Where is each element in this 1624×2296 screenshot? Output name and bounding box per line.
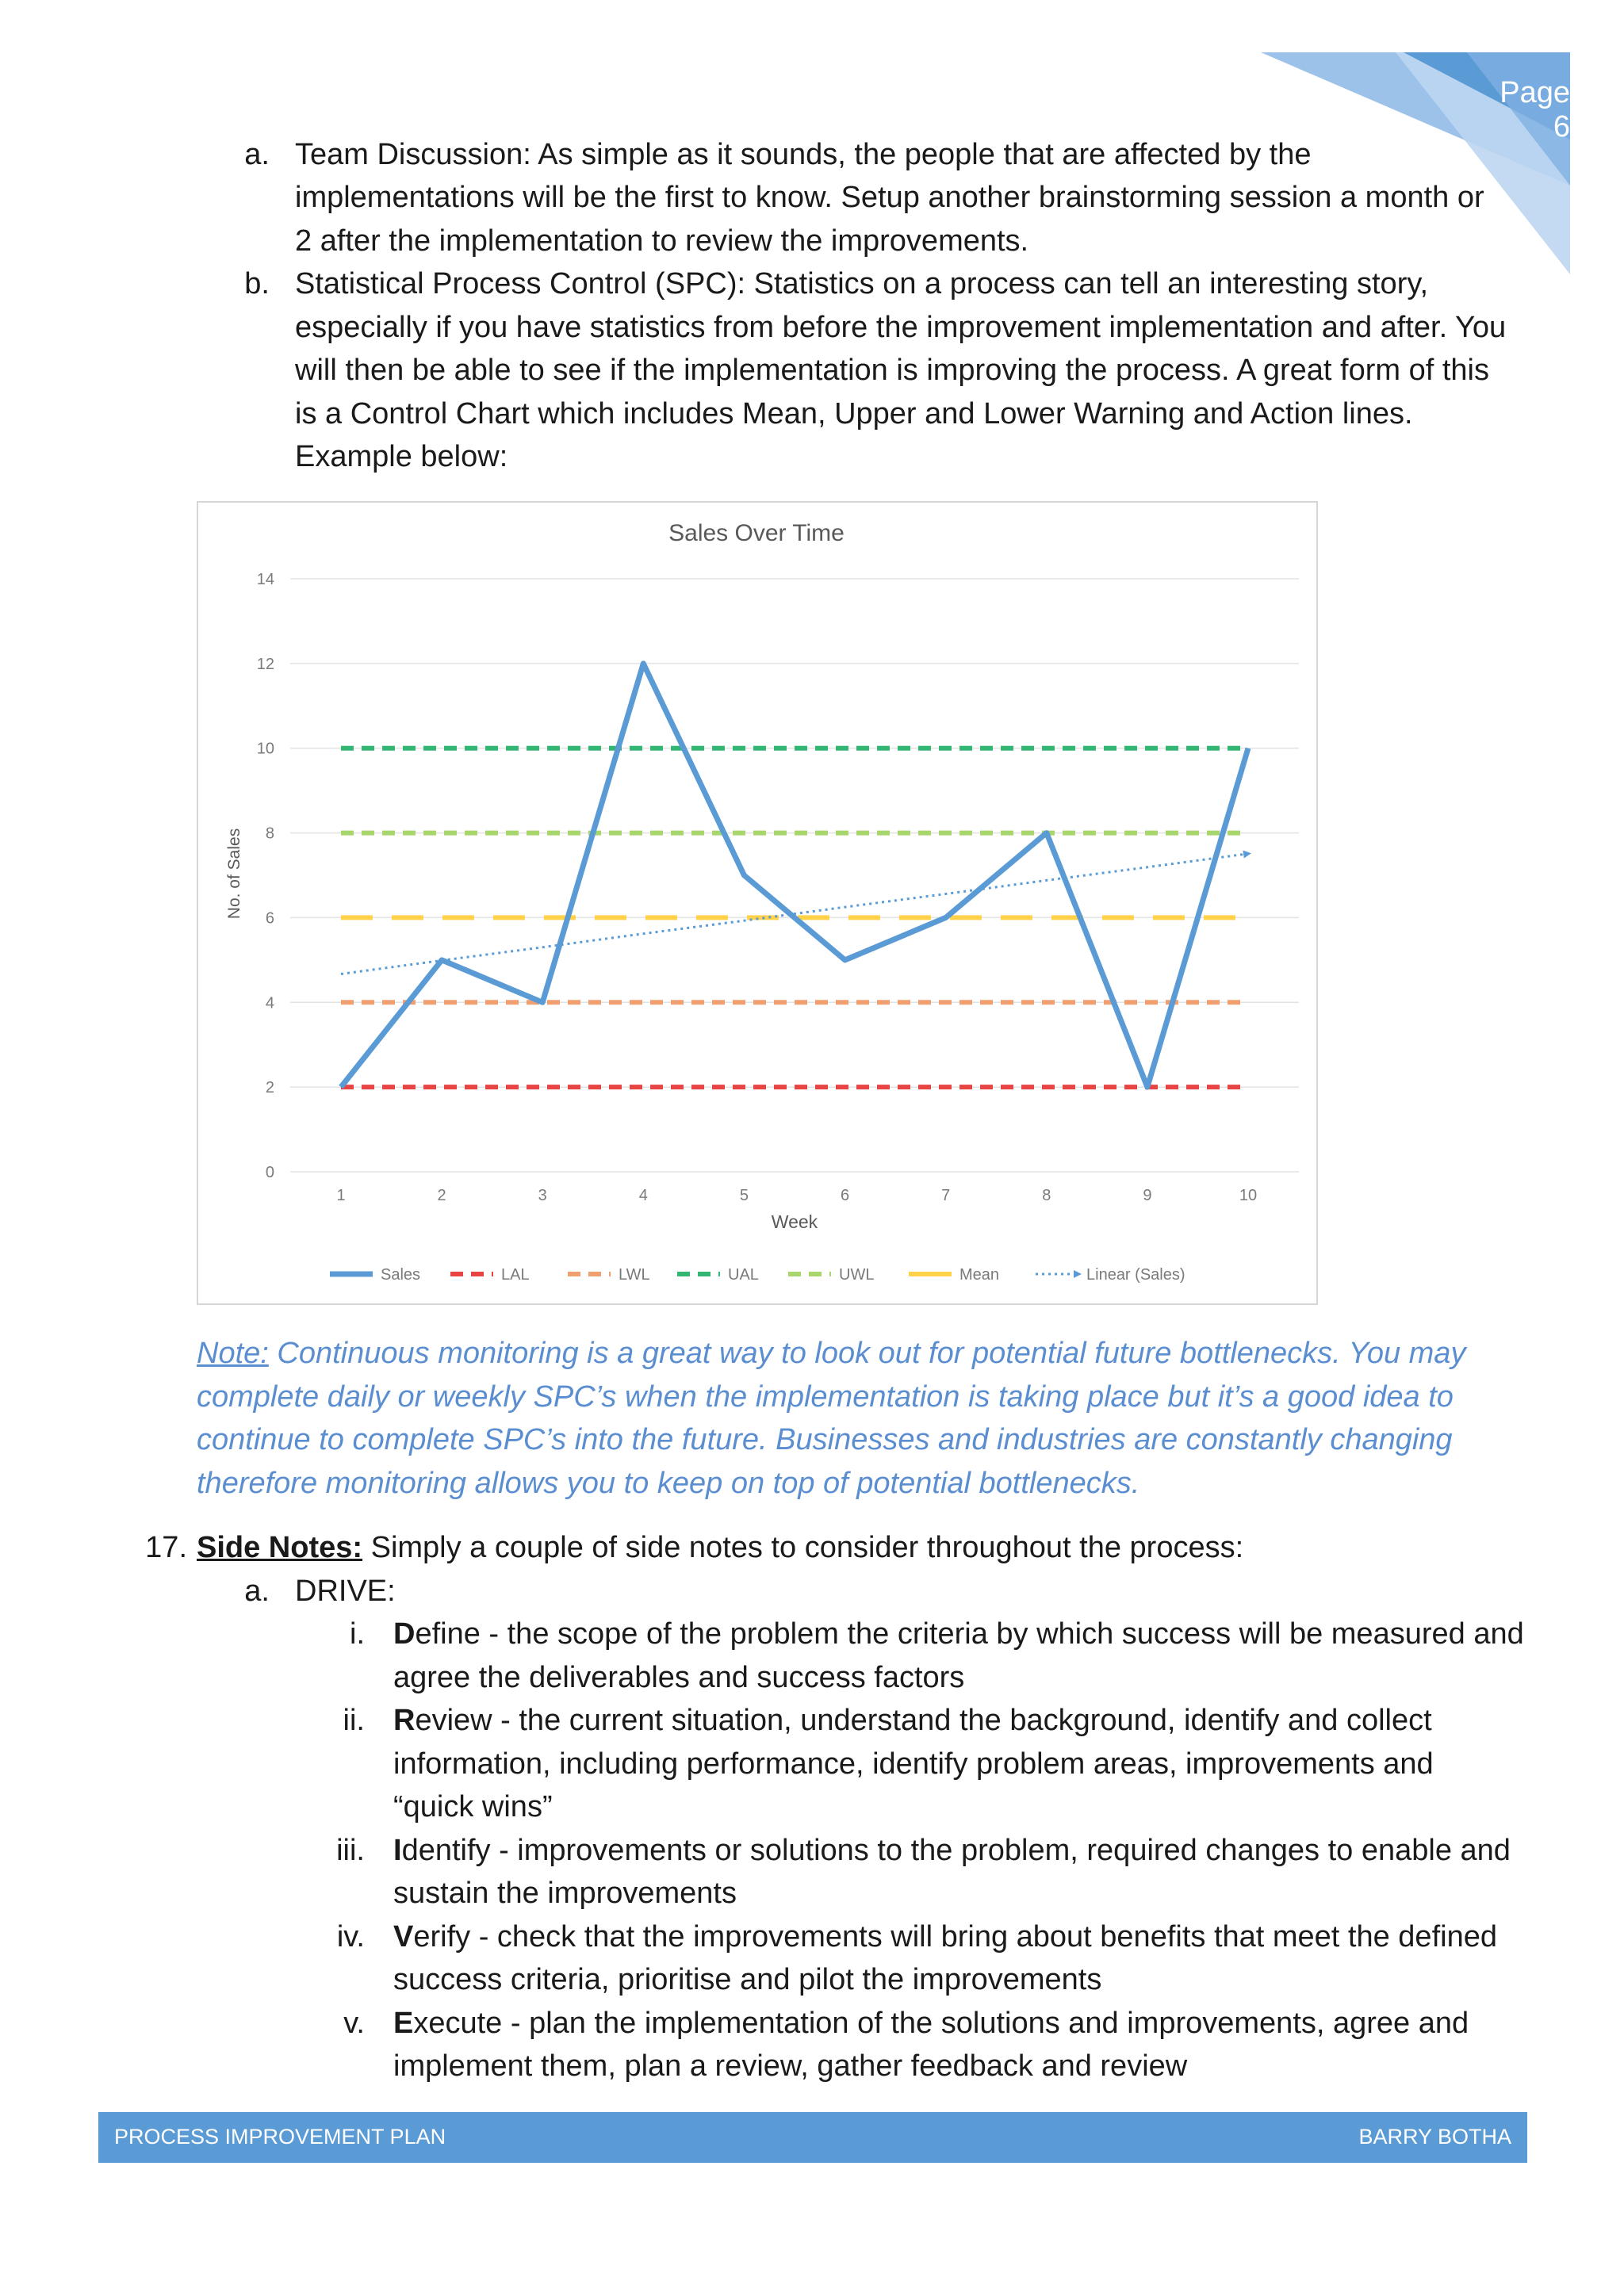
- page-number: Page 6: [1500, 76, 1570, 144]
- x-tick-label: 7: [941, 1187, 951, 1204]
- x-tick-label: 2: [437, 1187, 446, 1204]
- text-line: Example below:: [295, 440, 508, 473]
- text-line: especially if you have statistics from before the improvement implementation and after. You: [295, 311, 1507, 344]
- y-tick-label: 0: [265, 1164, 274, 1181]
- legend-label: LWL: [619, 1266, 650, 1284]
- series-line-linear-sales: [341, 854, 1248, 974]
- text-line: Team Discussion: As simple as it sounds, the people that are affected by the: [295, 138, 1312, 171]
- side-notes-heading: Side Notes:: [197, 1531, 363, 1564]
- note-text: Continuous monitoring is a great way to look out for potential future bottlenecks. You may complete daily or weekly SPC’s when the implementation is taking place but it’s a good idea to continue to complete SPC’s into the future. Businesses and industries are constantly changing therefore monitoring allows you to keep on top of potential bottlenecks.: [197, 1337, 1466, 1500]
- footer-title: PROCESS IMPROVEMENT PLAN: [114, 2125, 446, 2149]
- control-chart: [197, 501, 1318, 1305]
- chart-svg: [198, 503, 1316, 1303]
- drive-text: eview - the current situation, understand the background, identify and collect: [415, 1704, 1432, 1737]
- drive-text: implement them, plan a review, gather feedback and review: [393, 2049, 1188, 2083]
- text-line: implementations will be the first to know. Setup another brainstorming session a month or: [295, 181, 1484, 214]
- list-marker: a.: [244, 1575, 270, 1608]
- y-tick-label: 6: [265, 909, 274, 928]
- drive-text: efine - the scope of the problem the criteria by which success will be measured and: [415, 1617, 1524, 1651]
- roman-marker: v.: [343, 2007, 365, 2040]
- side-notes-intro: Simply a couple of side notes to consider throughout the process:: [362, 1531, 1244, 1564]
- note-label: Note:: [197, 1337, 269, 1370]
- legend-label: UAL: [728, 1266, 759, 1284]
- series-line-sales: [341, 664, 1248, 1087]
- drive-text: xecute - plan the implementation of the solutions and improvements, agree and: [413, 2007, 1469, 2040]
- y-axis-label: No. of Sales: [225, 828, 243, 920]
- x-tick-label: 3: [538, 1187, 547, 1204]
- drive-text: “quick wins”: [393, 1790, 553, 1823]
- roman-marker: iii.: [336, 1834, 365, 1867]
- roman-marker: iv.: [336, 1920, 365, 1954]
- side-notes-line: [197, 1526, 1243, 1570]
- drive-text: dentify - improvements or solutions to the problem, required changes to enable and: [401, 1834, 1511, 1867]
- x-tick-label: 5: [739, 1187, 749, 1204]
- drive-text: success criteria, prioritise and pilot the improvements: [393, 1963, 1102, 1996]
- y-tick-label: 14: [256, 571, 274, 588]
- legend-label: Linear (Sales): [1086, 1266, 1185, 1284]
- y-tick-label: 10: [256, 740, 274, 758]
- list-marker: b.: [244, 267, 270, 300]
- y-tick-label: 2: [265, 1079, 274, 1097]
- x-tick-label: 4: [638, 1187, 648, 1204]
- note-paragraph: [197, 1332, 1497, 1505]
- x-tick-label: 8: [1042, 1187, 1051, 1204]
- legend-label: Mean: [959, 1266, 1000, 1284]
- drive-letter: D: [393, 1617, 416, 1651]
- drive-label: DRIVE:: [295, 1575, 396, 1608]
- legend-label: LAL: [501, 1266, 530, 1284]
- x-tick-label: 6: [840, 1187, 850, 1204]
- footer-bar: [98, 2112, 1527, 2163]
- list-marker-17: 17.: [145, 1531, 187, 1564]
- legend-label: Sales: [381, 1266, 421, 1284]
- x-axis-label: Week: [771, 1211, 818, 1232]
- text-line: 2 after the implementation to review the improvements.: [295, 224, 1029, 258]
- drive-letter: I: [393, 1834, 402, 1867]
- text-line: Statistical Process Control (SPC): Statistics on a process can tell an interesting story,: [295, 267, 1429, 300]
- roman-marker: ii.: [343, 1704, 365, 1737]
- legend-label: UWL: [839, 1266, 875, 1284]
- text-line: will then be able to see if the implementation is improving the process. A great form of this: [295, 354, 1489, 387]
- roman-marker: i.: [350, 1617, 365, 1651]
- footer-author: BARRY BOTHA: [1358, 2125, 1511, 2149]
- x-tick-label: 9: [1143, 1187, 1152, 1204]
- drive-text: erify - check that the improvements will bring about benefits that meet the defined: [413, 1920, 1497, 1954]
- drive-letter: E: [393, 2007, 414, 2040]
- y-tick-label: 12: [256, 655, 274, 673]
- drive-text: sustain the improvements: [393, 1877, 737, 1910]
- list-marker: a.: [244, 138, 270, 171]
- chart-title: Sales Over Time: [668, 520, 845, 546]
- drive-letter: V: [393, 1920, 414, 1954]
- drive-letter: R: [393, 1704, 416, 1737]
- text-line: is a Control Chart which includes Mean, Upper and Lower Warning and Action lines.: [295, 397, 1413, 430]
- y-tick-label: 8: [265, 825, 274, 843]
- x-tick-label: 1: [336, 1187, 346, 1204]
- drive-text: agree the deliverables and success factors: [393, 1661, 965, 1694]
- x-tick-label: 10: [1239, 1187, 1258, 1204]
- y-tick-label: 4: [265, 994, 274, 1012]
- drive-text: information, including performance, identify problem areas, improvements and: [393, 1747, 1434, 1781]
